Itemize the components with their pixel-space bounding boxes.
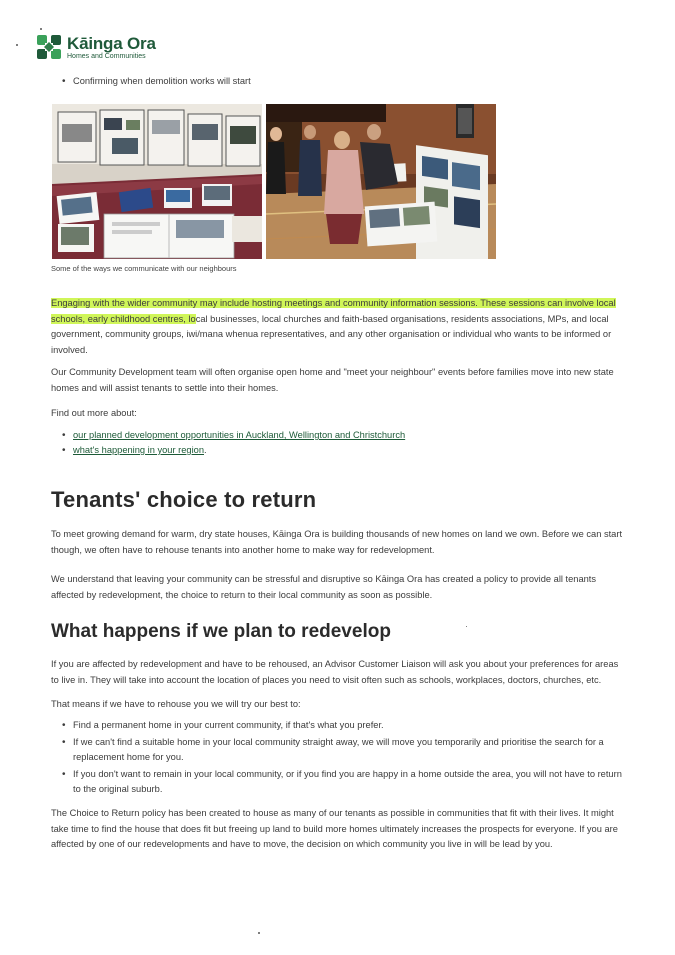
scan-speck xyxy=(16,44,18,46)
link-trailing-period: . xyxy=(204,445,207,455)
engaging-paragraph xyxy=(51,296,626,358)
highlighted-text: Engaging with the wider community may include hosting meetings and community information sessions. These sessions can involve local schools, early childhood centres, lo xyxy=(51,298,616,324)
find-out-more-label: Find out more about: xyxy=(51,408,137,418)
understand-paragraph: We understand that leaving your community can be stressful and disruptive so Kāinga Ora has created a policy to provide all tenants affected by redevelopment, the choice to return to their local community as soon as possible. xyxy=(51,574,597,600)
policy-paragraph: The Choice to Return policy has been created to house as many of our tenants as possible in communities that fit with their lives. It might take time to find the house that does fit but freeing up land to build more homes ultimately increases the prospects for everyone. If you are affected by one of our redevelopments and have to move, the decision on which community you live in will be lead by you. xyxy=(51,808,618,849)
scan-speck xyxy=(466,626,467,627)
brand-tagline: Homes and Communities xyxy=(67,52,146,60)
development-opportunities-link[interactable]: our planned development opportunities in Auckland, Wellington and Christchurch xyxy=(73,430,406,440)
community-development-paragraph: Our Community Development team will often organise open home and "meet your neighbour" events before families move into new state homes and will assist tenants to settle into their homes. xyxy=(51,367,614,393)
means-paragraph: That means if we have to rehouse you we will try our best to: xyxy=(51,699,301,709)
heading-tenants-choice: Tenants' choice to return xyxy=(51,487,317,512)
demand-paragraph: To meet growing demand for warm, dry state houses, Kāinga Ora is building thousands of new homes on land we own. Before we can start though, we often have to rehouse tenants into another home to make way for redevelopment. xyxy=(51,529,623,555)
rehouse-bullet-list xyxy=(51,718,626,797)
scan-speck xyxy=(40,28,42,30)
whats-happening-region-link[interactable]: what's happening in your region xyxy=(73,445,204,455)
kainga-ora-logo-icon xyxy=(36,34,62,60)
display-boards-photo xyxy=(52,104,262,259)
brand-name: Kāinga Ora xyxy=(67,33,156,53)
photo-strip xyxy=(52,104,496,259)
heading-redevelop: What happens if we plan to redevelop xyxy=(51,621,391,642)
list-item: • Find a permanent home in your current community, if that's what you prefer. xyxy=(51,718,626,733)
community-meeting-photo xyxy=(266,104,496,259)
list-item: • If you don't want to remain in your local community, or if you find you are happy in a home outside the area, you will not have to return to the original suburb. xyxy=(51,767,626,797)
list-item: • Confirming when demolition works will start xyxy=(51,74,631,89)
links-list xyxy=(51,428,626,458)
demolition-bullet-list xyxy=(51,74,631,89)
list-item xyxy=(51,443,626,458)
scan-speck xyxy=(258,932,260,934)
engaging-text: cal businesses, local churches and faith-based organisations, residents associations, MPs, and local government, community groups, iwi/mana whenua representatives, and any other organisation or individual who wants to be informed or involved. xyxy=(51,313,612,355)
brand-logo xyxy=(36,34,156,60)
affected-paragraph: If you are affected by redevelopment and have to be rehoused, an Advisor Customer Liaison will ask you about your preferences for areas to live in. They will take into account the location of places you need to visit often such as schools, workplaces, doctors, churches, etc. xyxy=(51,659,619,685)
list-item xyxy=(51,428,626,443)
photo-caption: Some of the ways we communicate with our neighbours xyxy=(51,264,237,273)
list-item: • If we can't find a suitable home in your local community straight away, we will move you temporarily and prioritise the search for a replacement home for you. xyxy=(51,735,626,765)
